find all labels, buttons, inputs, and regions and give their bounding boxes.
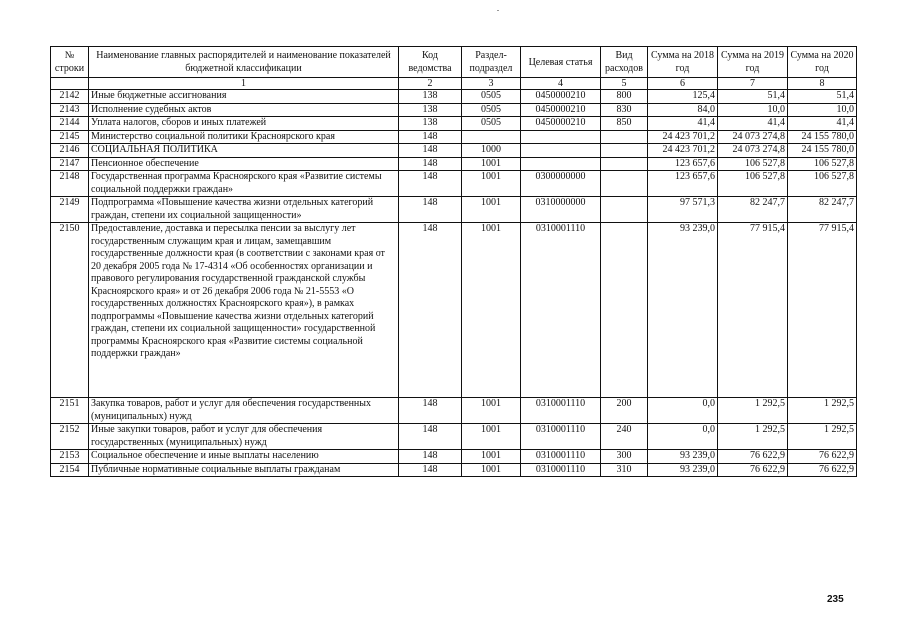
row-expense-type (601, 144, 648, 158)
row-dept-code: 148 (399, 157, 462, 171)
row-dept-code: 148 (399, 450, 462, 464)
row-expense-type (601, 157, 648, 171)
row-sum-2020: 1 292,5 (788, 424, 857, 450)
row-dept-code: 148 (399, 144, 462, 158)
table-row (51, 157, 857, 171)
column-number (51, 78, 89, 90)
page-number: 235 (827, 594, 844, 605)
row-sum-2020: 10,0 (788, 103, 857, 117)
row-target: 0310001110 (521, 450, 601, 464)
row-expense-type: 850 (601, 117, 648, 131)
row-section: 1001 (462, 450, 521, 464)
scan-speck (497, 10, 499, 11)
row-target: 0310001110 (521, 424, 601, 450)
row-target: 0450000210 (521, 103, 601, 117)
row-number: 2150 (51, 223, 89, 398)
row-sum-2018: 24 423 701,2 (648, 144, 718, 158)
row-dept-code: 148 (399, 197, 462, 223)
table-row (51, 463, 857, 477)
row-name: Иные бюджетные ассигнования (89, 90, 399, 104)
row-number: 2151 (51, 398, 89, 424)
row-number: 2143 (51, 103, 89, 117)
row-sum-2018: 93 239,0 (648, 463, 718, 477)
column-number: 8 (788, 78, 857, 90)
row-sum-2019: 1 292,5 (718, 424, 788, 450)
row-expense-type (601, 223, 648, 398)
row-sum-2019: 77 915,4 (718, 223, 788, 398)
row-expense-type: 800 (601, 90, 648, 104)
row-target (521, 144, 601, 158)
row-name: Исполнение судебных актов (89, 103, 399, 117)
row-number: 2153 (51, 450, 89, 464)
row-sum-2019: 51,4 (718, 90, 788, 104)
row-dept-code: 148 (399, 463, 462, 477)
row-name: Министерство социальной политики Красноярского края (89, 130, 399, 144)
header-row-num: № строки (51, 47, 89, 78)
row-section: 0505 (462, 103, 521, 117)
row-section (462, 130, 521, 144)
row-name: Уплата налогов, сборов и иных платежей (89, 117, 399, 131)
row-sum-2018: 93 239,0 (648, 450, 718, 464)
row-target: 0310001110 (521, 398, 601, 424)
column-number: 6 (648, 78, 718, 90)
row-target: 0450000210 (521, 117, 601, 131)
row-name: Закупка товаров, работ и услуг для обеспечения государственных (муниципальных) нужд (89, 398, 399, 424)
table-row (51, 144, 857, 158)
column-number: 7 (718, 78, 788, 90)
row-target: 0310001110 (521, 223, 601, 398)
row-sum-2020: 41,4 (788, 117, 857, 131)
row-number: 2145 (51, 130, 89, 144)
row-sum-2020: 76 622,9 (788, 450, 857, 464)
row-sum-2019: 10,0 (718, 103, 788, 117)
header-name: Наименование главных распорядителей и наименование показателей бюджетной классификации (89, 47, 399, 78)
row-sum-2020: 77 915,4 (788, 223, 857, 398)
row-section: 1001 (462, 223, 521, 398)
row-dept-code: 148 (399, 223, 462, 398)
row-name: Предоставление, доставка и пересылка пенсии за выслугу лет государственным служащим края и лицам, замещавшим государственные должности края (в соответствии с законами края от 20 декабря 2005 года № 17-4314 «Об особенностях организации и правового регулирования государственной гражданской службы Красноярского края» и от 26 декабря 2006 года № 21-5553 «О государственных должностях Красноярского края»), в рамках подпрограммы «Повышение качества жизни отдельных категорий граждан, степени их социальной защищенности» государственной программы Красноярского края «Развитие системы социальной поддержки граждан» (89, 223, 399, 398)
row-target (521, 157, 601, 171)
row-section: 1001 (462, 197, 521, 223)
row-sum-2019: 1 292,5 (718, 398, 788, 424)
row-sum-2018: 0,0 (648, 398, 718, 424)
row-name: Подпрограмма «Повышение качества жизни отдельных категорий граждан, степени их социальной защищенности» (89, 197, 399, 223)
row-sum-2018: 125,4 (648, 90, 718, 104)
row-expense-type: 310 (601, 463, 648, 477)
row-name: Пенсионное обеспечение (89, 157, 399, 171)
row-sum-2020: 76 622,9 (788, 463, 857, 477)
column-number: 1 (89, 78, 399, 90)
row-expense-type (601, 197, 648, 223)
row-expense-type (601, 130, 648, 144)
row-sum-2018: 41,4 (648, 117, 718, 131)
row-sum-2020: 106 527,8 (788, 157, 857, 171)
table-row (51, 103, 857, 117)
header-row (51, 47, 857, 78)
header-sum-2019: Сумма на 2019 год (718, 47, 788, 78)
table-row (51, 197, 857, 223)
row-sum-2018: 93 239,0 (648, 223, 718, 398)
row-section: 0505 (462, 117, 521, 131)
row-section: 1001 (462, 424, 521, 450)
row-sum-2020: 24 155 780,0 (788, 144, 857, 158)
row-dept-code: 148 (399, 171, 462, 197)
header-sum-2018: Сумма на 2018 год (648, 47, 718, 78)
row-name: Публичные нормативные социальные выплаты гражданам (89, 463, 399, 477)
row-expense-type: 300 (601, 450, 648, 464)
column-number-row (51, 78, 857, 90)
table-row (51, 223, 857, 398)
row-number: 2148 (51, 171, 89, 197)
row-sum-2019: 106 527,8 (718, 157, 788, 171)
column-number: 5 (601, 78, 648, 90)
row-number: 2149 (51, 197, 89, 223)
table-row (51, 398, 857, 424)
row-target: 0300000000 (521, 171, 601, 197)
row-section: 1000 (462, 144, 521, 158)
table-row (51, 90, 857, 104)
row-name: Иные закупки товаров, работ и услуг для обеспечения государственных (муниципальных) нужд (89, 424, 399, 450)
table-row (51, 171, 857, 197)
row-sum-2019: 41,4 (718, 117, 788, 131)
row-target: 0310001110 (521, 463, 601, 477)
table-row (51, 117, 857, 131)
column-number: 4 (521, 78, 601, 90)
row-number: 2152 (51, 424, 89, 450)
row-sum-2018: 0,0 (648, 424, 718, 450)
row-section: 1001 (462, 398, 521, 424)
row-dept-code: 148 (399, 130, 462, 144)
row-sum-2019: 106 527,8 (718, 171, 788, 197)
row-sum-2019: 24 073 274,8 (718, 144, 788, 158)
table-row (51, 450, 857, 464)
row-expense-type: 200 (601, 398, 648, 424)
header-dept-code: Код ведомства (399, 47, 462, 78)
row-dept-code: 138 (399, 117, 462, 131)
row-sum-2019: 24 073 274,8 (718, 130, 788, 144)
header-sum-2020: Сумма на 2020 год (788, 47, 857, 78)
column-number: 2 (399, 78, 462, 90)
row-dept-code: 138 (399, 90, 462, 104)
row-sum-2018: 123 657,6 (648, 157, 718, 171)
row-expense-type: 240 (601, 424, 648, 450)
row-sum-2020: 82 247,7 (788, 197, 857, 223)
table-row (51, 130, 857, 144)
column-number: 3 (462, 78, 521, 90)
row-number: 2146 (51, 144, 89, 158)
row-target (521, 130, 601, 144)
row-expense-type: 830 (601, 103, 648, 117)
row-dept-code: 138 (399, 103, 462, 117)
row-section: 1001 (462, 171, 521, 197)
header-section: Раздел-подраздел (462, 47, 521, 78)
row-dept-code: 148 (399, 398, 462, 424)
row-number: 2144 (51, 117, 89, 131)
row-number: 2147 (51, 157, 89, 171)
row-sum-2020: 51,4 (788, 90, 857, 104)
row-target: 0310000000 (521, 197, 601, 223)
row-sum-2020: 1 292,5 (788, 398, 857, 424)
row-sum-2018: 123 657,6 (648, 171, 718, 197)
row-number: 2154 (51, 463, 89, 477)
row-dept-code: 148 (399, 424, 462, 450)
row-number: 2142 (51, 90, 89, 104)
row-sum-2018: 84,0 (648, 103, 718, 117)
header-expense-type: Вид расходов (601, 47, 648, 78)
row-name: СОЦИАЛЬНАЯ ПОЛИТИКА (89, 144, 399, 158)
row-sum-2019: 82 247,7 (718, 197, 788, 223)
row-expense-type (601, 171, 648, 197)
row-sum-2018: 24 423 701,2 (648, 130, 718, 144)
row-sum-2020: 106 527,8 (788, 171, 857, 197)
row-section: 1001 (462, 463, 521, 477)
table-row (51, 424, 857, 450)
header-target: Целевая статья (521, 47, 601, 78)
row-sum-2020: 24 155 780,0 (788, 130, 857, 144)
row-name: Государственная программа Красноярского края «Развитие системы социальной поддержки граждан» (89, 171, 399, 197)
row-sum-2019: 76 622,9 (718, 463, 788, 477)
budget-table (50, 46, 857, 477)
row-section: 0505 (462, 90, 521, 104)
row-target: 0450000210 (521, 90, 601, 104)
row-name: Социальное обеспечение и иные выплаты населению (89, 450, 399, 464)
row-sum-2019: 76 622,9 (718, 450, 788, 464)
row-sum-2018: 97 571,3 (648, 197, 718, 223)
row-section: 1001 (462, 157, 521, 171)
